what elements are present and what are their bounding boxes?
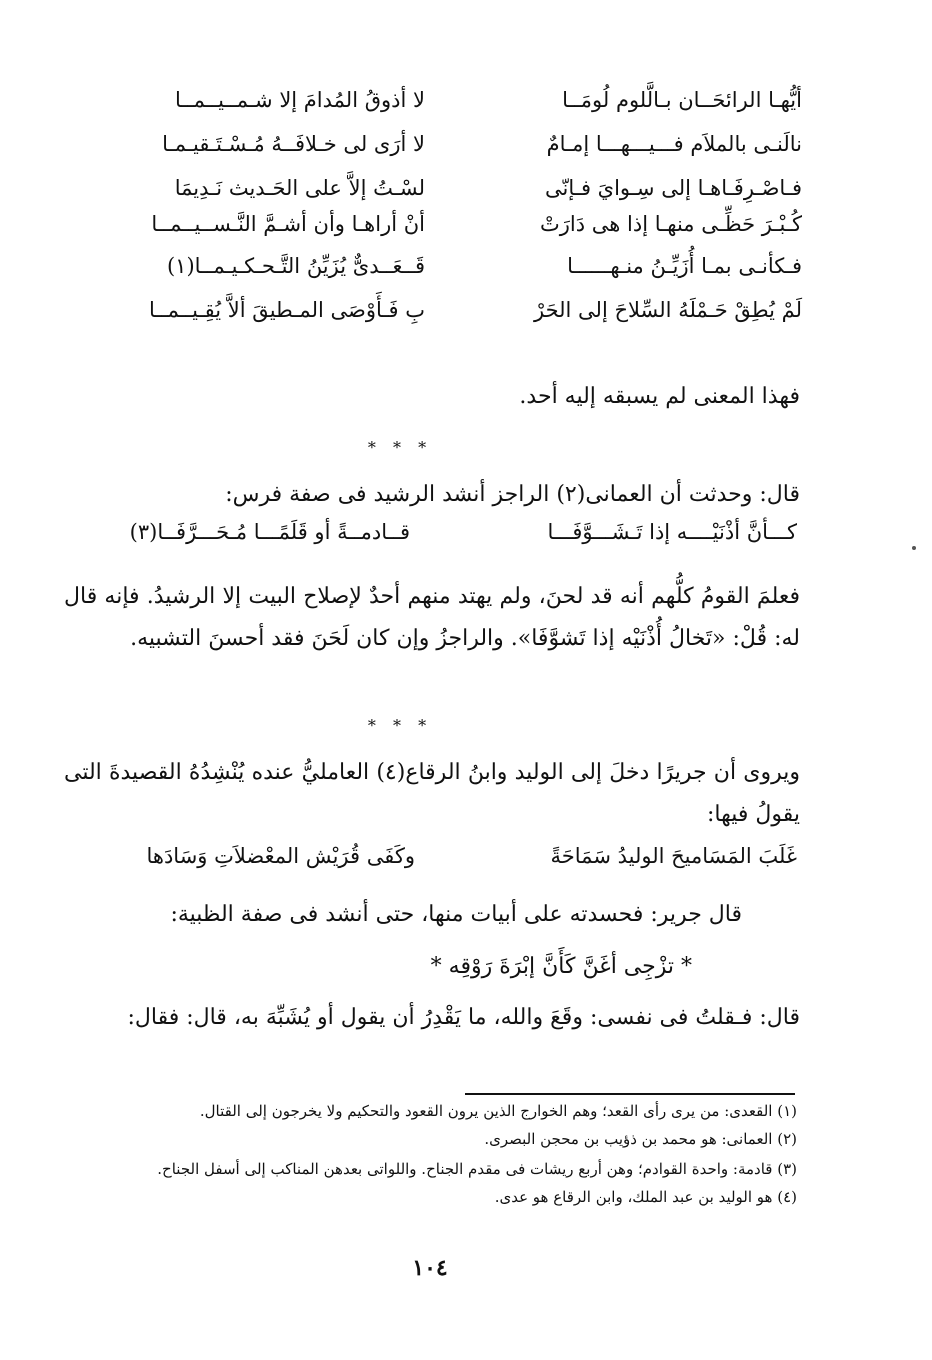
section3-intro: ويروى أن جريرًا دخلَ إلى الوليد وابنُ الرقاع(٤) العامليُّ عنده يُنْشِدُهُ القصيدةَ التى يقولُ فيها:: [64, 760, 800, 827]
footnote-2: (٢) العمانى: هو محمد بن ذؤيب بن محجن البصرى.: [484, 1130, 797, 1148]
verse2-right: كـــأنَّ أذْنَيْــــه إذا تَـشَـــوَّفَـــا: [547, 520, 797, 544]
poem1-line5-left: قَــعَــدىٌّ يُزَيِّنُ التَّـحـكـيـمــا(١): [166, 254, 425, 278]
section-divider-2: * * *: [367, 716, 433, 735]
verse2-left: قــادمــةً أو قَلَمًـــا مُـحَـــرَّفَــا(٣): [129, 520, 410, 544]
footnote-3: (٣) قادمة: واحدة القوادم؛ وهن أربع ريشات فى مقدم الجناح. واللواتى بعدهن المناكب إلى أسفل الجناح.: [157, 1160, 797, 1178]
conclusion-line: فهذا المعنى لم يسبقه إليه أحد.: [519, 384, 800, 409]
section3-jarir: قال جرير: فحسدته على أبيات منها، حتى أنشد فى صفة الظبية:: [170, 902, 742, 927]
footnote-1: (١) القعدى: من يرى رأى القعد؛ وهم الخوارج الذين يرون القعود والتحكيم ولا يخرجون إلى القتال.: [199, 1102, 797, 1120]
footnote-separator: [465, 1093, 795, 1095]
poem1-line2-left: لا أرَى لى خـلافَــهُ مُـسْـتَـقيـمـا: [162, 132, 425, 156]
section3-end: قال: فـقلتُ فى نفسى: وقَعَ والله، ما يَقْدِرُ أن يقول أو يُشَبِّهَ به، قال: فقال:: [127, 1005, 800, 1030]
section2-intro: قال: وحدثت أن العمانى(٢) الراجز أنشد الرشيد فى صفة فرس:: [225, 482, 800, 507]
poem1-line2-right: نالَنـى بالملاَم فـــيـــهـــا إمـامٌ: [546, 132, 802, 156]
poem1-line6-left: بِ فَـأَوْصَى المـطيقَ ألاَّ يُقِـيــمــا: [148, 298, 425, 322]
poem1-line4-left: أنْ أراهـا وأن أشـمَّ النَّـســيــمــا: [151, 212, 425, 236]
poem1-line1-right: أيُّهـا الرائحَــان بـالَّلوم لُومَــا: [562, 88, 802, 112]
poem1-line3-left: لسْـتُ إلاَّ على الحَـديث نَـدِيمَا: [174, 176, 425, 200]
scan-speck: [912, 546, 916, 550]
poem1-line4-right: كُـبْـرَ حَظِّـى منهـا إذا هى دَارَتْ: [540, 212, 802, 236]
footnote-4: (٤) هو الوليد بن عبد الملك، وابن الرقاع هو عدى.: [494, 1188, 797, 1206]
verse4: * تزْجِى أغَنَّ كَأَنَّ إبْرَةَ رَوْقِه *: [430, 954, 692, 979]
poem1-line1-left: لا أذوقُ المُدامَ إلا شـمــيــمــا: [174, 88, 425, 112]
poem1-line3-right: فـاصْـرِفَـاهـا إلى سِـوايَ فـإنّى: [545, 176, 802, 200]
poem1-line5-right: فـكأنـى بمـا أُزَيِّـنُ منـهــــــا: [567, 254, 802, 278]
page-number: ١٠٤: [412, 1255, 448, 1281]
verse3-left: وكَفَى قُرَيْش المعْضلاَتِ وَسَادَها: [146, 844, 415, 868]
verse3-right: غَلَبَ المَسَاميحَ الوليدُ سَمَاحَةً: [550, 844, 797, 868]
section2-paragraph: فعلمَ القومُ كلُّهم أنه قد لحنَ، ولم يهتد منهم أحدٌ لإصلاح البيت إلا الرشيدُ. فإنه قال له: قُلْ: «تَخالُ أُذْنَيْه إذا تَشوَّفَا». والراجزُ وإن كان لَحَنَ فقد أحسنَ التشبيه.: [64, 584, 800, 651]
poem1-line6-right: لَمْ يُطِقْ حَـمْلَهُ السِّلاحَ إلى الحَرْ: [534, 298, 802, 322]
section-divider-1: * * *: [367, 438, 433, 457]
